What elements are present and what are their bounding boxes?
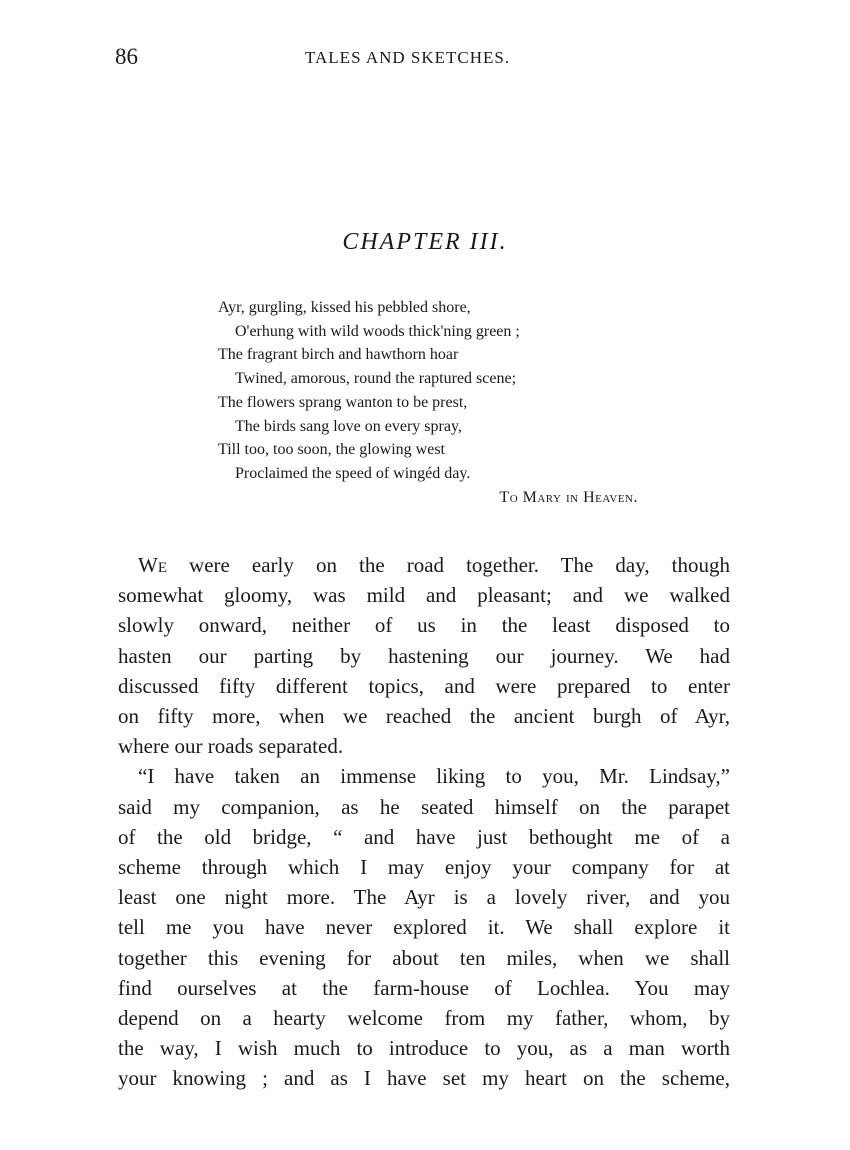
text-line: said my companion, as he seated himself on the parapet (118, 794, 730, 819)
text-line: depend on a hearty welcome from my father, whom, by (118, 1006, 730, 1031)
epigraph-line: O'erhung with wild woods thick'ning green ; (235, 322, 520, 340)
paragraph (118, 550, 730, 761)
epigraph (218, 296, 638, 509)
text-line-rest: were early on the road together. The day, though (166, 553, 730, 577)
epigraph-attribution: To Mary in Heaven. (499, 488, 638, 506)
text-line: “I have taken an immense liking to you, Mr. Lindsay,” (138, 764, 730, 789)
page-number: 86 (115, 44, 138, 69)
running-head: TALES AND SKETCHES. (305, 48, 511, 67)
text-line (118, 550, 730, 580)
epigraph-line: Proclaimed the speed of wingéd day. (235, 464, 471, 482)
text-line: somewhat gloomy, was mild and pleasant; and we walked (118, 583, 730, 608)
text-line: least one night more. The Ayr is a lovely river, and you (118, 885, 730, 910)
text-line: your knowing ; and as I have set my heart on the scheme, (118, 1066, 730, 1091)
text-line: together this evening for about ten miles, when we shall (118, 945, 730, 970)
text-line: hasten our parting by hastening our journey. We had (118, 643, 730, 668)
chapter-title: CHAPTER III. (342, 229, 508, 255)
epigraph-line: The birds sang love on every spray, (235, 417, 462, 435)
paragraph (118, 761, 730, 1093)
epigraph-line: Ayr, gurgling, kissed his pebbled shore, (218, 299, 471, 316)
epigraph-line: The fragrant birch and hawthorn hoar (218, 346, 459, 364)
text-line: find ourselves at the farm-house of Lochlea. You may (118, 975, 730, 1000)
text-line: on fifty more, when we reached the ancient burgh of Ayr, (118, 704, 730, 729)
epigraph-line: Till too, too soon, the glowing west (218, 441, 445, 459)
text-line: discussed fifty different topics, and were prepared to enter (118, 673, 730, 698)
text-line: slowly onward, neither of us in the least disposed to (118, 613, 730, 638)
body-text (118, 550, 730, 1094)
text-line: the way, I wish much to introduce to you, as a man worth (118, 1036, 730, 1061)
epigraph-line: The flowers sprang wanton to be prest, (218, 393, 468, 411)
text-line: where our roads separated. (118, 734, 344, 759)
text-line: scheme through which I may enjoy your company for at (118, 855, 730, 880)
epigraph-line: Twined, amorous, round the raptured scene; (235, 370, 517, 388)
text-line: of the old bridge, “ and have just bethought me of a (118, 824, 730, 849)
text-line: tell me you have never explored it. We shall explore it (118, 915, 730, 940)
lead-word: We (138, 553, 167, 577)
